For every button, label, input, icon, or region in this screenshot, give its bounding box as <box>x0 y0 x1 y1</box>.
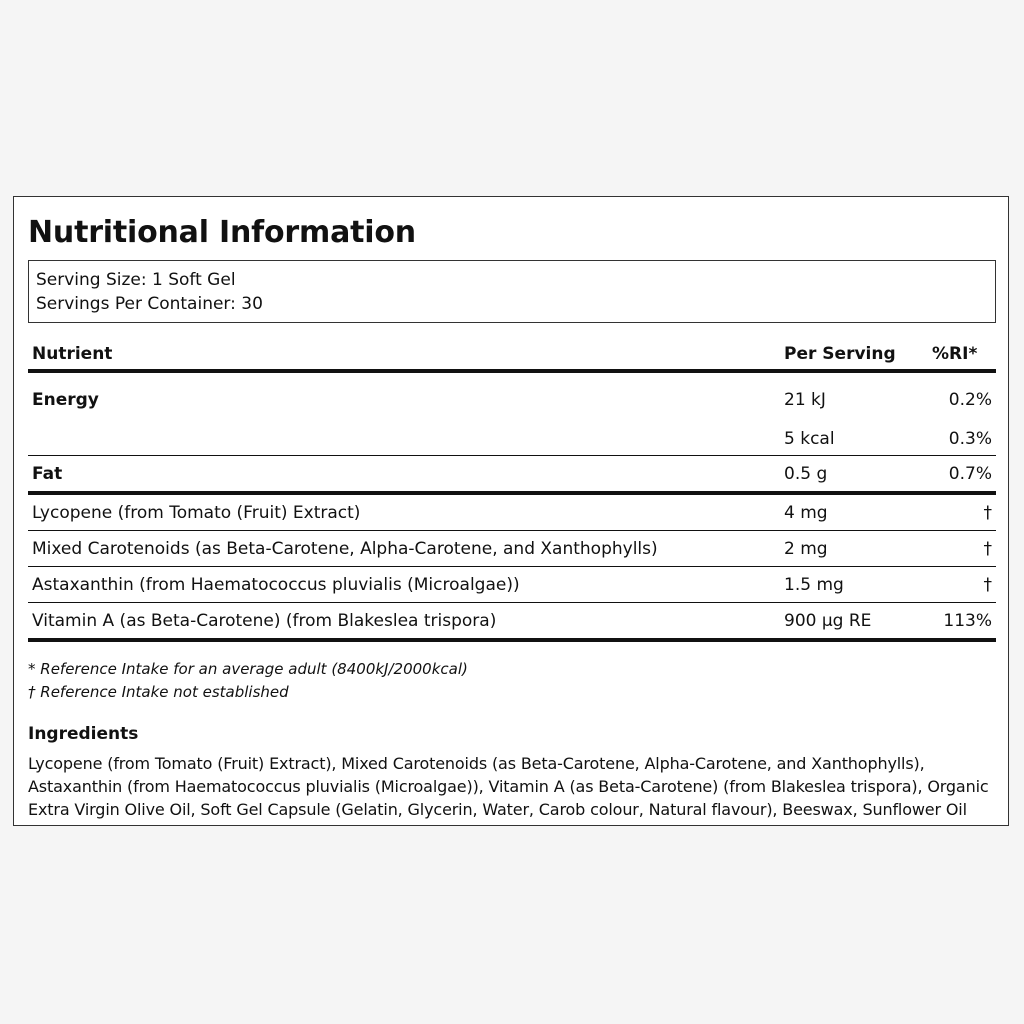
nutrient-name: Fat <box>32 463 63 484</box>
table-header-row <box>28 339 996 371</box>
per-serving-value: 0.5 g <box>784 463 828 484</box>
per-serving-value: 2 mg <box>784 538 828 559</box>
table-row <box>28 531 996 567</box>
table-row <box>28 603 996 641</box>
serving-size: Serving Size: 1 Soft Gel <box>36 270 236 290</box>
per-serving-value: 900 µg RE <box>784 610 872 631</box>
table-row-fat <box>28 456 996 494</box>
table-row-energy <box>28 371 996 423</box>
nutrition-panel <box>13 196 1009 826</box>
table-row-energy-kcal <box>28 423 996 456</box>
nutrient-name: Lycopene (from Tomato (Fruit) Extract) <box>32 502 361 523</box>
footnote-ri-adult: * Reference Intake for an average adult (8400kJ/2000kcal) <box>28 660 468 678</box>
serving-info-box <box>28 260 996 323</box>
page-title: Nutritional Information <box>28 215 416 250</box>
table-row <box>28 493 996 531</box>
header-nutrient: Nutrient <box>32 344 113 364</box>
ri-value: † <box>983 502 992 523</box>
per-serving-value: 5 kcal <box>784 429 835 449</box>
header-ri: %RI* <box>932 344 978 364</box>
header-per-serving: Per Serving <box>784 344 896 364</box>
footnote-ri-not-established: † Reference Intake not established <box>28 683 289 701</box>
nutrient-name: Astaxanthin (from Haematococcus pluvialis (Microalgae)) <box>32 574 520 595</box>
per-serving-value: 21 kJ <box>784 390 826 410</box>
nutrient-name-empty <box>28 423 780 456</box>
ingredients-title: Ingredients <box>28 724 139 744</box>
ri-value: 0.2% <box>948 390 992 410</box>
ri-value: † <box>983 574 992 595</box>
ingredients-text: Lycopene (from Tomato (Fruit) Extract), Mixed Carotenoids (as Beta-Carotene, Alpha-Carotene, and Xanthophylls), Astaxanthin (from Haematococcus pluvialis (Microalgae)), Vitamin A (as Beta-Carotene) (from Blakeslea trispora), Organic Extra Virgin Olive Oil, Soft Gel Capsule (Gelatin, Glycerin, Water, Carob colour, Natural flavour), Beeswax, Sunflower Oil <box>28 754 989 819</box>
nutrition-table <box>28 339 996 642</box>
servings-per-container: Servings Per Container: 30 <box>36 294 263 314</box>
ri-value: 0.3% <box>948 429 992 449</box>
per-serving-value: 1.5 mg <box>784 574 844 595</box>
ri-value: † <box>983 538 992 559</box>
ri-value: 113% <box>943 610 992 631</box>
table-row <box>28 567 996 603</box>
nutrient-name: Vitamin A (as Beta-Carotene) (from Blakeslea trispora) <box>32 610 497 631</box>
ri-value: 0.7% <box>948 463 992 484</box>
per-serving-value: 4 mg <box>784 502 828 523</box>
nutrient-name: Energy <box>32 390 99 410</box>
nutrient-name: Mixed Carotenoids (as Beta-Carotene, Alpha-Carotene, and Xanthophylls) <box>32 538 658 559</box>
footnotes <box>28 658 996 704</box>
